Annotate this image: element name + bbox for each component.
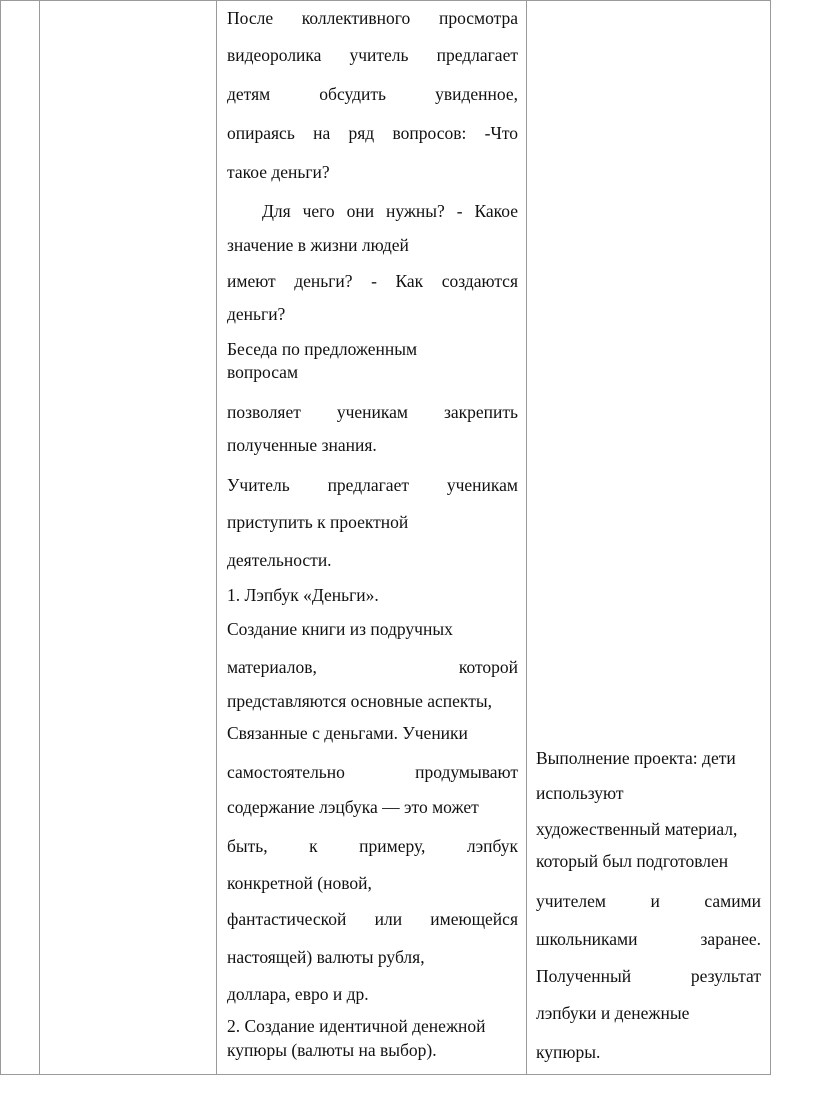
text-line: деятельности.	[227, 550, 332, 570]
text-line: значение в жизни людей	[227, 235, 409, 255]
text-line: вопросам	[227, 362, 299, 382]
text-line: используют	[536, 783, 624, 803]
text-line: После коллективного просмотра	[227, 8, 518, 28]
text-line: 1. Лэпбук «Деньги».	[227, 585, 379, 605]
text-line: Связанные с деньгами. Ученики	[227, 723, 468, 743]
text-line: позволяет ученикам закрепить	[227, 402, 518, 422]
table-border-top	[0, 0, 771, 1]
text-line: Полученный результат	[536, 966, 761, 986]
text-line: содержание лэцбука — это может	[227, 797, 479, 817]
text-line: фантастической или имеющейся	[227, 909, 518, 929]
text-line: детям обсудить увиденное,	[227, 84, 518, 104]
column-divider-1	[39, 0, 40, 1075]
text-line: полученные знания.	[227, 435, 377, 455]
text-line: купюры.	[536, 1042, 601, 1062]
text-line: который был подготовлен	[536, 851, 729, 871]
text-line: Учитель предлагает ученикам	[227, 475, 518, 495]
text-line: деньги?	[227, 304, 286, 324]
text-line: такое деньги?	[227, 162, 330, 182]
text-line: конкретной (новой,	[227, 873, 372, 893]
text-line: Создание книги из подручных	[227, 619, 453, 639]
text-line: настоящей) валюты рубля,	[227, 947, 425, 967]
text-line: Выполнение проекта: дети	[536, 748, 736, 768]
table-border-left	[0, 0, 1, 1075]
text-line: художественный материал,	[536, 819, 738, 839]
text-line: 2. Создание идентичной денежной	[227, 1016, 486, 1036]
text-line: быть, к примеру, лэпбук	[227, 836, 518, 856]
text-line: представляются основные аспекты,	[227, 691, 492, 711]
text-line: видеоролика учитель предлагает	[227, 45, 518, 65]
text-line: школьниками заранее.	[536, 929, 761, 949]
text-line: материалов, которой	[227, 657, 518, 677]
text-line: лэпбуки и денежные	[536, 1003, 690, 1023]
text-line: приступить к проектной	[227, 512, 409, 532]
text-line: Беседа по предложенным	[227, 339, 418, 359]
column-divider-3	[526, 0, 527, 1075]
text-line: учителем и самими	[536, 891, 761, 911]
table-border-bottom	[0, 1074, 771, 1075]
text-line: опираясь на ряд вопросов: -Что	[227, 123, 518, 143]
table-border-right	[770, 0, 771, 1075]
text-line: доллара, евро и др.	[227, 984, 369, 1004]
text-line: имеют деньги? - Как создаются	[227, 271, 518, 291]
text-line: Для чего они нужны? - Какое	[262, 201, 518, 221]
column-divider-2	[216, 0, 217, 1075]
text-line: купюры (валюты на выбор).	[227, 1040, 437, 1060]
text-line: самостоятельно продумывают	[227, 762, 518, 782]
